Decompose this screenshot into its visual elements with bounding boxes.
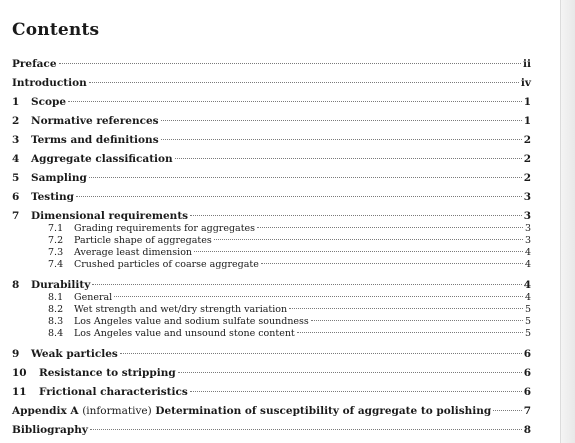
toc-page-number: 4 — [523, 279, 531, 291]
toc-entry-title: Wet strength and wet/dry strength variation — [74, 304, 288, 315]
toc-entry-title: Scope — [31, 96, 67, 108]
toc-page-number: 4 — [524, 292, 531, 303]
toc-subentry-crushed-particles[interactable] — [12, 258, 531, 272]
appendix-informative-label: (informative) — [82, 405, 152, 417]
toc-page-number: 3 — [523, 191, 531, 203]
toc-entry-title: Preface — [12, 58, 57, 70]
dot-leader — [190, 391, 522, 392]
toc-page-number: 4 — [524, 247, 531, 258]
dot-leader — [120, 353, 522, 354]
toc-entry-number: 8.3 — [48, 316, 64, 327]
dot-leader — [76, 196, 522, 197]
toc-page-number: 2 — [523, 153, 531, 165]
toc-entry-appendix-a[interactable] — [12, 404, 531, 418]
toc-entry-title: Average least dimension — [74, 247, 193, 258]
toc-entry-number: 8.4 — [48, 328, 64, 339]
toc-page-number: 2 — [523, 134, 531, 146]
dot-leader — [161, 139, 522, 140]
toc-entry-normative-references[interactable] — [12, 114, 531, 128]
toc-entry-testing[interactable] — [12, 190, 531, 204]
toc-entry-aggregate-classification[interactable] — [12, 152, 531, 166]
toc-entry-number: 7.3 — [48, 247, 64, 258]
dot-leader — [92, 284, 521, 285]
toc-entry-number: 11 — [12, 386, 27, 398]
toc-entry-number: 8 — [12, 279, 20, 291]
toc-entry-number: 1 — [12, 96, 20, 108]
dot-leader — [311, 320, 523, 321]
toc-page-number: 5 — [524, 316, 531, 327]
toc-page-number: 6 — [523, 386, 531, 398]
toc-entry-number: 6 — [12, 191, 20, 203]
toc-entry-title: Bibliography — [12, 424, 88, 436]
toc-page-number: 1 — [523, 115, 531, 127]
dot-leader — [175, 158, 522, 159]
dot-leader — [289, 308, 523, 309]
dot-leader — [194, 251, 523, 252]
toc-page-number: 3 — [523, 210, 531, 222]
toc-entry-dimensional-requirements[interactable] — [12, 209, 531, 223]
toc-entry-title: Weak particles — [31, 348, 118, 360]
toc-entry-number: 3 — [12, 134, 20, 146]
toc-page-number: 3 — [524, 223, 531, 234]
toc-page-number: 2 — [523, 172, 531, 184]
toc-entry-title: Frictional characteristics — [39, 386, 188, 398]
toc-entry-number: 7.4 — [48, 259, 64, 270]
toc-page-number: 8 — [523, 424, 531, 436]
page-title: Contents — [12, 20, 100, 40]
toc-page-number: 7 — [523, 405, 531, 417]
toc-entry-number: 8.2 — [48, 304, 64, 315]
toc-entry-title: Los Angeles value and unsound stone content — [74, 328, 295, 339]
dot-leader — [68, 101, 522, 102]
toc-entry-title: Sampling — [31, 172, 87, 184]
toc-entry-title: Grading requirements for aggregates — [74, 223, 256, 234]
toc-entry-weak-particles[interactable] — [12, 347, 531, 361]
toc-entry-number: 5 — [12, 172, 20, 184]
appendix-label: Appendix A — [12, 405, 79, 417]
toc-entry-introduction[interactable] — [12, 76, 531, 90]
toc-page-number: 5 — [524, 328, 531, 339]
dot-leader — [89, 177, 522, 178]
toc-entry-resistance-to-stripping[interactable] — [12, 366, 531, 380]
dot-leader — [493, 410, 521, 411]
dot-leader — [114, 296, 523, 297]
toc-entry-bibliography[interactable] — [12, 423, 531, 437]
toc-entry-title: Normative references — [31, 115, 159, 127]
toc-entry-title: Terms and definitions — [31, 134, 159, 146]
toc-entry-number: 2 — [12, 115, 20, 127]
toc-entry-preface[interactable] — [12, 57, 531, 71]
toc-entry-title: General — [74, 292, 113, 303]
toc-page-number: ii — [523, 58, 531, 70]
toc-entry-frictional-characteristics[interactable] — [12, 385, 531, 399]
toc-entry-number: 7.1 — [48, 223, 64, 234]
dot-leader — [90, 429, 522, 430]
dot-leader — [261, 263, 523, 264]
dot-leader — [297, 332, 523, 333]
toc-entry-terms-and-definitions[interactable] — [12, 133, 531, 147]
toc-page-number: 3 — [524, 235, 531, 246]
toc-entry-durability[interactable] — [12, 278, 531, 292]
toc-entry-title: Aggregate classification — [31, 153, 173, 165]
toc-entry-number: 8.1 — [48, 292, 64, 303]
toc-page-number: iv — [520, 77, 531, 89]
scrollbar-track[interactable] — [560, 0, 575, 443]
dot-leader — [257, 227, 523, 228]
toc-entry-sampling[interactable] — [12, 171, 531, 185]
toc-entry-number: 4 — [12, 153, 20, 165]
toc-subentry-la-unsound-stone[interactable] — [12, 327, 531, 341]
toc-entry-title — [12, 404, 491, 418]
toc-entry-title: Particle shape of aggregates — [74, 235, 212, 246]
toc-entry-number: 7.2 — [48, 235, 64, 246]
toc-entry-scope[interactable] — [12, 95, 531, 109]
toc-entry-title: Durability — [31, 279, 91, 291]
toc-entry-number: 7 — [12, 210, 20, 222]
dot-leader — [89, 82, 519, 83]
toc-entry-title: Resistance to stripping — [39, 367, 176, 379]
toc-page-number: 1 — [523, 96, 531, 108]
dot-leader — [161, 120, 522, 121]
dot-leader — [178, 372, 522, 373]
toc-entry-title: Introduction — [12, 77, 87, 89]
dot-leader — [59, 63, 522, 64]
dot-leader — [190, 215, 522, 216]
toc-page-number: 6 — [523, 367, 531, 379]
toc-entry-title: Crushed particles of coarse aggregate — [74, 259, 259, 270]
toc-entry-title: Dimensional requirements — [31, 210, 189, 222]
appendix-title: Determination of susceptibility of aggregate to polishing — [155, 405, 492, 417]
toc-entry-number: 9 — [12, 348, 20, 360]
toc-page-number: 5 — [524, 304, 531, 315]
toc-page-number: 4 — [524, 259, 531, 270]
toc-entry-title: Los Angeles value and sodium sulfate soundness — [74, 316, 309, 327]
dot-leader — [214, 239, 523, 240]
toc-entry-number: 10 — [12, 367, 27, 379]
toc-entry-title: Testing — [31, 191, 75, 203]
toc-page-number: 6 — [523, 348, 531, 360]
